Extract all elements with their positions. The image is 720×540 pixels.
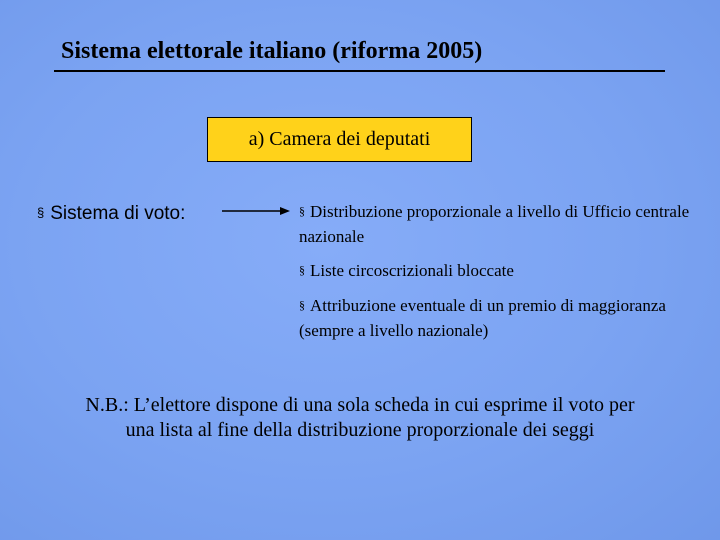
voting-system-details-list xyxy=(299,200,699,353)
section-sign-bullet-icon: § xyxy=(299,263,305,277)
section-label-box xyxy=(207,117,472,162)
arrow-right-icon xyxy=(222,204,290,218)
section-sign-bullet-icon: § xyxy=(37,205,45,220)
slide-title: Sistema elettorale italiano (riforma 2005) xyxy=(61,38,483,64)
section-sign-bullet-icon: § xyxy=(299,298,305,312)
list-item-text: Attribuzione eventuale di un premio di maggioranza (sempre a livello nazionale) xyxy=(299,296,666,340)
note-paragraph: N.B.: L’elettore dispone di una sola scheda in cui esprime il voto per una lista al fine della distribuzione proporzionale dei seggi xyxy=(85,394,635,441)
list-item-text: Distribuzione proporzionale a livello di Ufficio centrale nazionale xyxy=(299,202,690,246)
section-label: a) Camera dei deputati xyxy=(248,128,431,150)
list-item xyxy=(299,259,699,284)
list-item xyxy=(299,200,699,249)
section-sign-bullet-icon: § xyxy=(299,204,305,218)
list-item xyxy=(299,294,699,343)
list-item-text: Liste circoscrizionali bloccate xyxy=(310,261,514,280)
title-underline xyxy=(54,70,665,72)
voting-system-bullet xyxy=(37,202,185,227)
voting-system-label: Sistema di voto: xyxy=(50,203,186,224)
